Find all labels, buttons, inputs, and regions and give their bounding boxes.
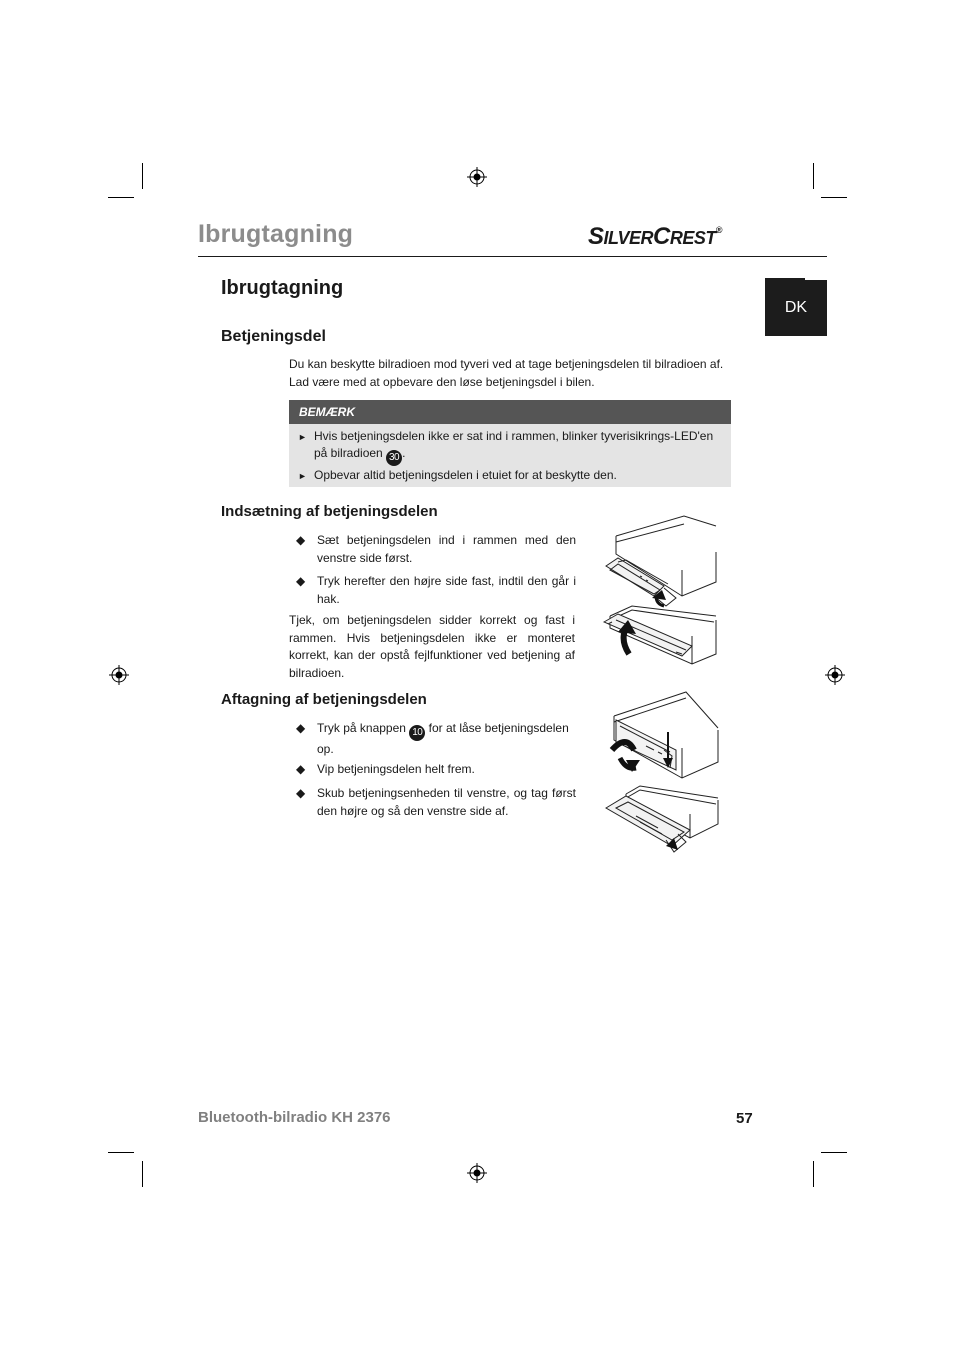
list-item-text bbox=[317, 720, 576, 759]
language-tab: DK bbox=[765, 280, 827, 336]
list-text: Tryk på knappen bbox=[317, 721, 406, 735]
subsection-title: Betjeningsdel bbox=[221, 328, 326, 345]
list-item bbox=[296, 573, 576, 608]
header-rule bbox=[198, 256, 827, 257]
intro-paragraph bbox=[289, 356, 739, 391]
note-text-end: . bbox=[402, 446, 406, 460]
note-text: Hvis betjeningsdelen ikke er sat ind i rammen, blinker tyverisikrings-LED'en på bilradioen bbox=[314, 429, 714, 460]
removal-illustration bbox=[600, 690, 722, 862]
crop-mark bbox=[108, 197, 134, 198]
list-item bbox=[296, 532, 576, 567]
list-text: for at låse betjeningsdelen op. bbox=[317, 721, 569, 756]
insert-title: Indsætning af betjeningsdelen bbox=[221, 503, 438, 520]
diamond-bullet-icon: ◆ bbox=[296, 762, 306, 776]
reference-badge: 30 bbox=[386, 450, 402, 466]
registration-mark-icon bbox=[467, 1163, 487, 1183]
diamond-bullet-icon: ◆ bbox=[296, 786, 306, 800]
logo-registered-mark: ® bbox=[715, 225, 723, 235]
note-item-text bbox=[314, 428, 726, 466]
brand-logo bbox=[588, 223, 722, 251]
crop-mark bbox=[108, 1152, 134, 1153]
intro-line: Lad være med at opbevare den løse betjeningsdel i bilen. bbox=[289, 374, 595, 389]
registration-mark-icon bbox=[109, 665, 129, 685]
logo-part: REST bbox=[669, 228, 716, 248]
check-paragraph: Tjek, om betjeningsdelen sidder korrekt og fast i rammen. Hvis betjeningsdelen ikke er monteret korrekt, kan der opstå fejlfunktioner ved betjening af bilradioen. bbox=[289, 613, 575, 680]
list-item-text: Sæt betjeningsdelen ind i rammen med den venstre side først. bbox=[317, 533, 576, 565]
reference-badge: 10 bbox=[409, 725, 425, 741]
list-item-text: Skub betjeningsenheden til venstre, og tag først den højre og så den venstre side af. bbox=[317, 786, 576, 818]
diamond-bullet-icon: ◆ bbox=[296, 721, 306, 735]
list-item bbox=[296, 761, 576, 779]
logo-part: ILVER bbox=[603, 228, 654, 248]
list-item-text: Vip betjeningsdelen helt frem. bbox=[317, 762, 475, 776]
crop-mark bbox=[813, 163, 814, 189]
note-item-text: Opbevar altid betjeningsdelen i etuiet for at beskytte den. bbox=[314, 468, 617, 482]
section-title: Ibrugtagning bbox=[221, 277, 344, 299]
crop-mark bbox=[821, 1152, 847, 1153]
header-title: Ibrugtagning bbox=[198, 220, 354, 248]
crop-mark bbox=[813, 1161, 814, 1187]
arrow-bullet-icon: ► bbox=[298, 471, 307, 481]
diamond-bullet-icon: ◆ bbox=[296, 533, 306, 547]
note-item bbox=[298, 467, 726, 485]
arrow-bullet-icon: ► bbox=[298, 432, 307, 442]
list-item-text: Tryk herefter den højre side fast, indtil den går i hak. bbox=[317, 574, 576, 606]
list-item bbox=[296, 720, 576, 759]
diamond-bullet-icon: ◆ bbox=[296, 574, 306, 588]
note-heading-text: BEMÆRK bbox=[299, 405, 355, 419]
crop-mark bbox=[142, 1161, 143, 1187]
insertion-illustration bbox=[596, 514, 720, 670]
remove-title: Aftagning af betjeningsdelen bbox=[221, 691, 427, 708]
crop-mark bbox=[142, 163, 143, 189]
intro-line: Du kan beskytte bilradioen mod tyveri ved at tage betjeningsdelen til bilradioen af. bbox=[289, 357, 724, 371]
logo-part: S bbox=[588, 223, 604, 250]
footer-product: Bluetooth-bilradio KH 2376 bbox=[198, 1109, 391, 1126]
list-item bbox=[296, 785, 576, 820]
crop-mark bbox=[821, 197, 847, 198]
note-item bbox=[298, 428, 726, 466]
registration-mark-icon bbox=[467, 167, 487, 187]
page-number: 57 bbox=[736, 1110, 753, 1127]
registration-mark-icon bbox=[825, 665, 845, 685]
logo-part: C bbox=[653, 223, 670, 250]
note-heading bbox=[289, 400, 731, 424]
